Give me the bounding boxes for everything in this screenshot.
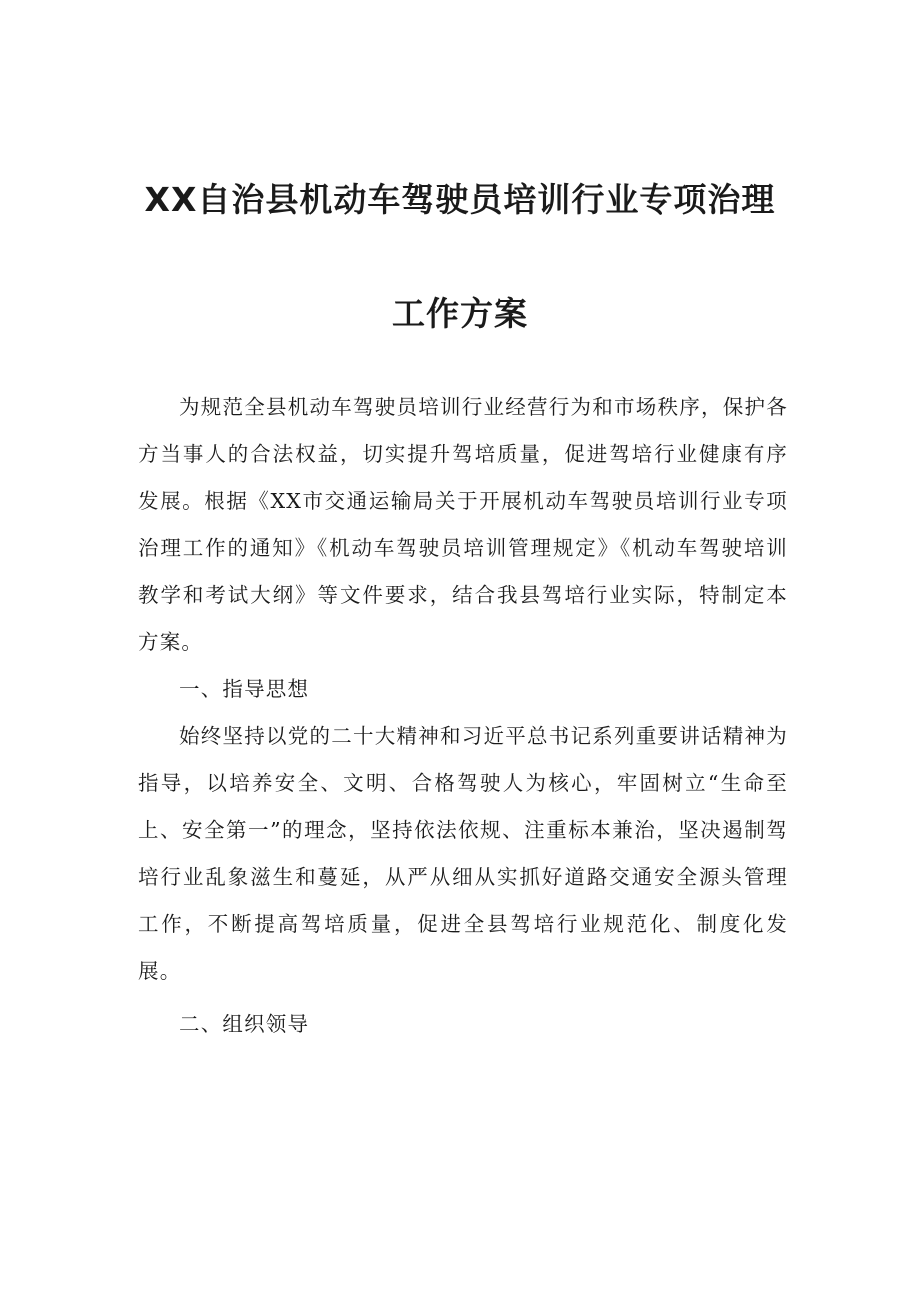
document-title-line-2: 工作方案 <box>392 294 528 333</box>
guiding-ideology-paragraph: 始终坚持以党的二十大精神和习近平总书记系列重要讲话精神为指导，以培养安全、文明、合格驾驶人为核心，牢固树立“生命至上、安全第一”的理念，坚持依法依规、注重标本兼治，坚决遏制驾培行业乱象滋生和蔓延，从严从细从实抓好道路交通安全源头管理工作，不断提高驾培质量，促进全县驾培行业规范化、制度化发展。 <box>138 724 788 983</box>
section-heading-guiding-ideology: 一、指导思想 <box>179 677 310 701</box>
section-heading-organization: 二、组织领导 <box>179 1012 310 1036</box>
intro-paragraph: 为规范全县机动车驾驶员培训行业经营行为和市场秩序，保护各方当事人的合法权益，切实提升驾培质量，促进驾培行业健康有序发展。根据《XX市交通运输局关于开展机动车驾驶员培训行业专项治理工作的通知》《机动车驾驶员培训管理规定》《机动车驾驶培训教学和考试大纲》等文件要求，结合我县驾培行业实际，特制定本方案。 <box>138 395 788 654</box>
document-body <box>138 384 788 1048</box>
document-title-line-1: XX自治县机动车驾驶员培训行业专项治理 <box>144 180 776 219</box>
